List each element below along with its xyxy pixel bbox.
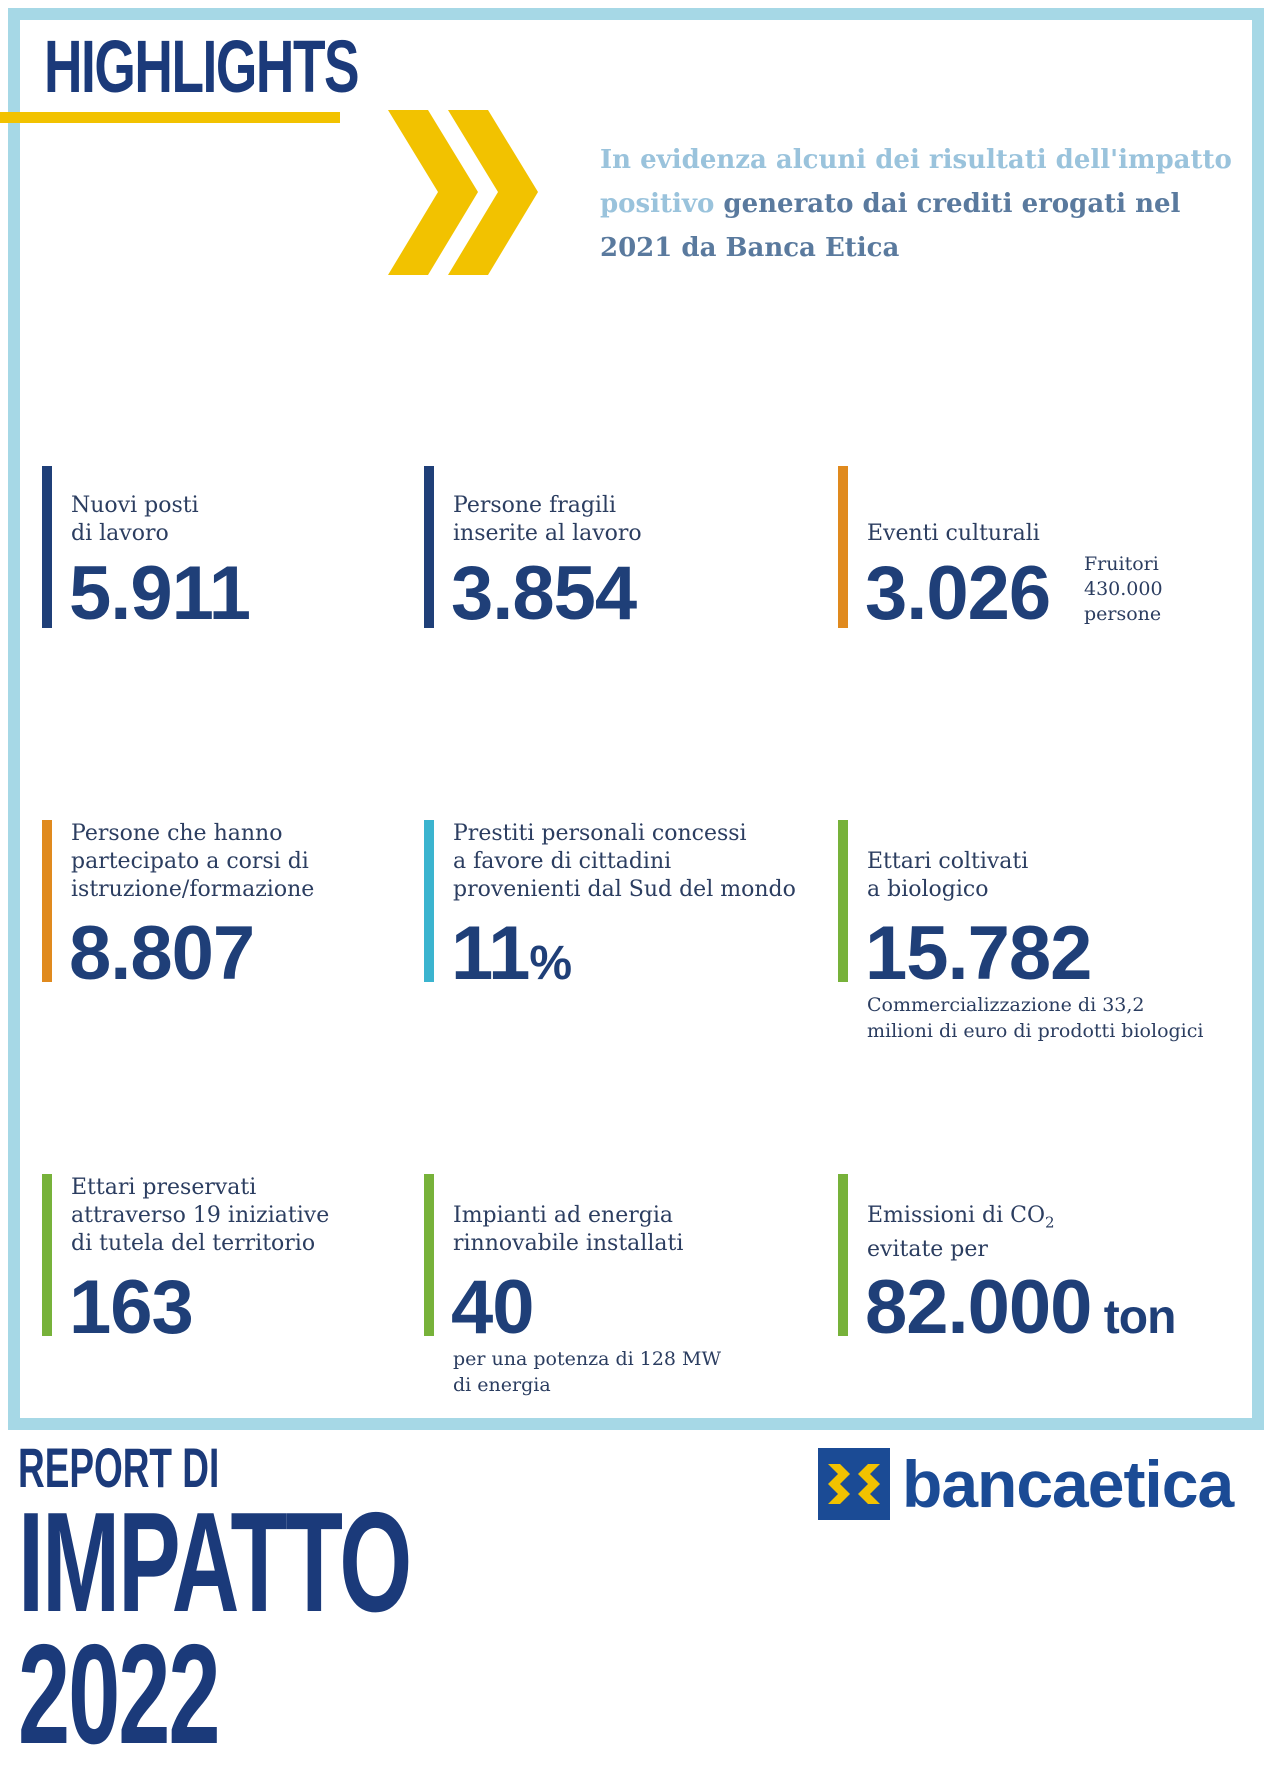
stat-label: Ettari coltivati a biologico — [867, 849, 1029, 902]
bancaetica-logo-text: bancaetica — [902, 1447, 1234, 1521]
highlights-title: HIGHLIGHTS — [44, 25, 359, 108]
stat-fragile-people — [424, 466, 804, 636]
stat-new-jobs — [42, 466, 382, 636]
title-underline — [0, 112, 340, 123]
stat-side-note: Fruitori 430.000 persone — [1084, 553, 1163, 625]
stat-value: 163 — [69, 1265, 193, 1350]
stat-bar — [42, 820, 52, 982]
stat-note: Commercializzazione di 33,2 milioni di euro di prodotti biologici — [867, 994, 1204, 1042]
report-line-2: IMPATTO — [18, 1483, 411, 1642]
stat-label: Persone fragili inserite al lavoro — [453, 493, 642, 546]
report-title — [18, 1436, 411, 1774]
stat-label: Prestiti personali concessi a favore di cittadini provenienti dal Sud del mondo — [453, 821, 796, 902]
stat-value: 11% — [451, 911, 572, 996]
stat-value: 3.854 — [451, 551, 637, 636]
stat-education — [42, 820, 402, 996]
double-chevron-icon — [388, 110, 538, 275]
stat-value: 3.026 — [865, 551, 1051, 636]
stat-bar — [838, 466, 848, 628]
stat-label: Ettari preservati attraverso 19 iniziative di tutela del territorio — [71, 1175, 330, 1256]
report-line-1: REPORT DI — [18, 1436, 220, 1499]
stat-label: Eventi culturali — [867, 521, 1040, 546]
bancaetica-logo — [818, 1448, 1233, 1520]
stat-value: 5.911 — [69, 551, 250, 636]
stat-bar — [838, 1174, 848, 1336]
stat-value: 15.782 — [865, 911, 1092, 996]
stat-note: per una potenza di 128 MW di energia — [453, 1348, 722, 1396]
stat-bar — [424, 466, 434, 628]
stat-renewable-plants — [424, 1174, 804, 1404]
stat-bar — [838, 820, 848, 982]
stat-label: Nuovi posti di lavoro — [71, 493, 199, 546]
intro-text: In evidenza alcuni dei risultati dell'impatto positivo generato dai crediti erogati nel 2021 da Banca Etica — [600, 145, 1232, 263]
stat-bar — [424, 1174, 434, 1336]
stat-cultural-events — [838, 466, 1238, 636]
stat-label: Impianti ad energia rinnovabile installati — [453, 1203, 684, 1256]
stat-bar — [42, 466, 52, 628]
stat-preserved-hectares — [42, 1174, 402, 1350]
stat-bar — [424, 820, 434, 982]
stat-value: 40 — [451, 1265, 534, 1350]
stat-co2-avoided — [838, 1174, 1258, 1350]
stat-value: 8.807 — [69, 911, 255, 996]
stat-value: 82.000 ton — [865, 1265, 1176, 1350]
stat-organic-hectares — [838, 820, 1258, 1050]
stat-personal-loans — [424, 820, 824, 996]
stat-label: Emissioni di $CO_2$ evitate per — [867, 1203, 1055, 1263]
stat-label: Persone che hanno partecipato a corsi di istruzione/formazione — [71, 821, 315, 902]
report-line-3: 2022 — [18, 1615, 219, 1774]
stat-bar — [42, 1174, 52, 1336]
bancaetica-logo-icon — [818, 1448, 890, 1520]
